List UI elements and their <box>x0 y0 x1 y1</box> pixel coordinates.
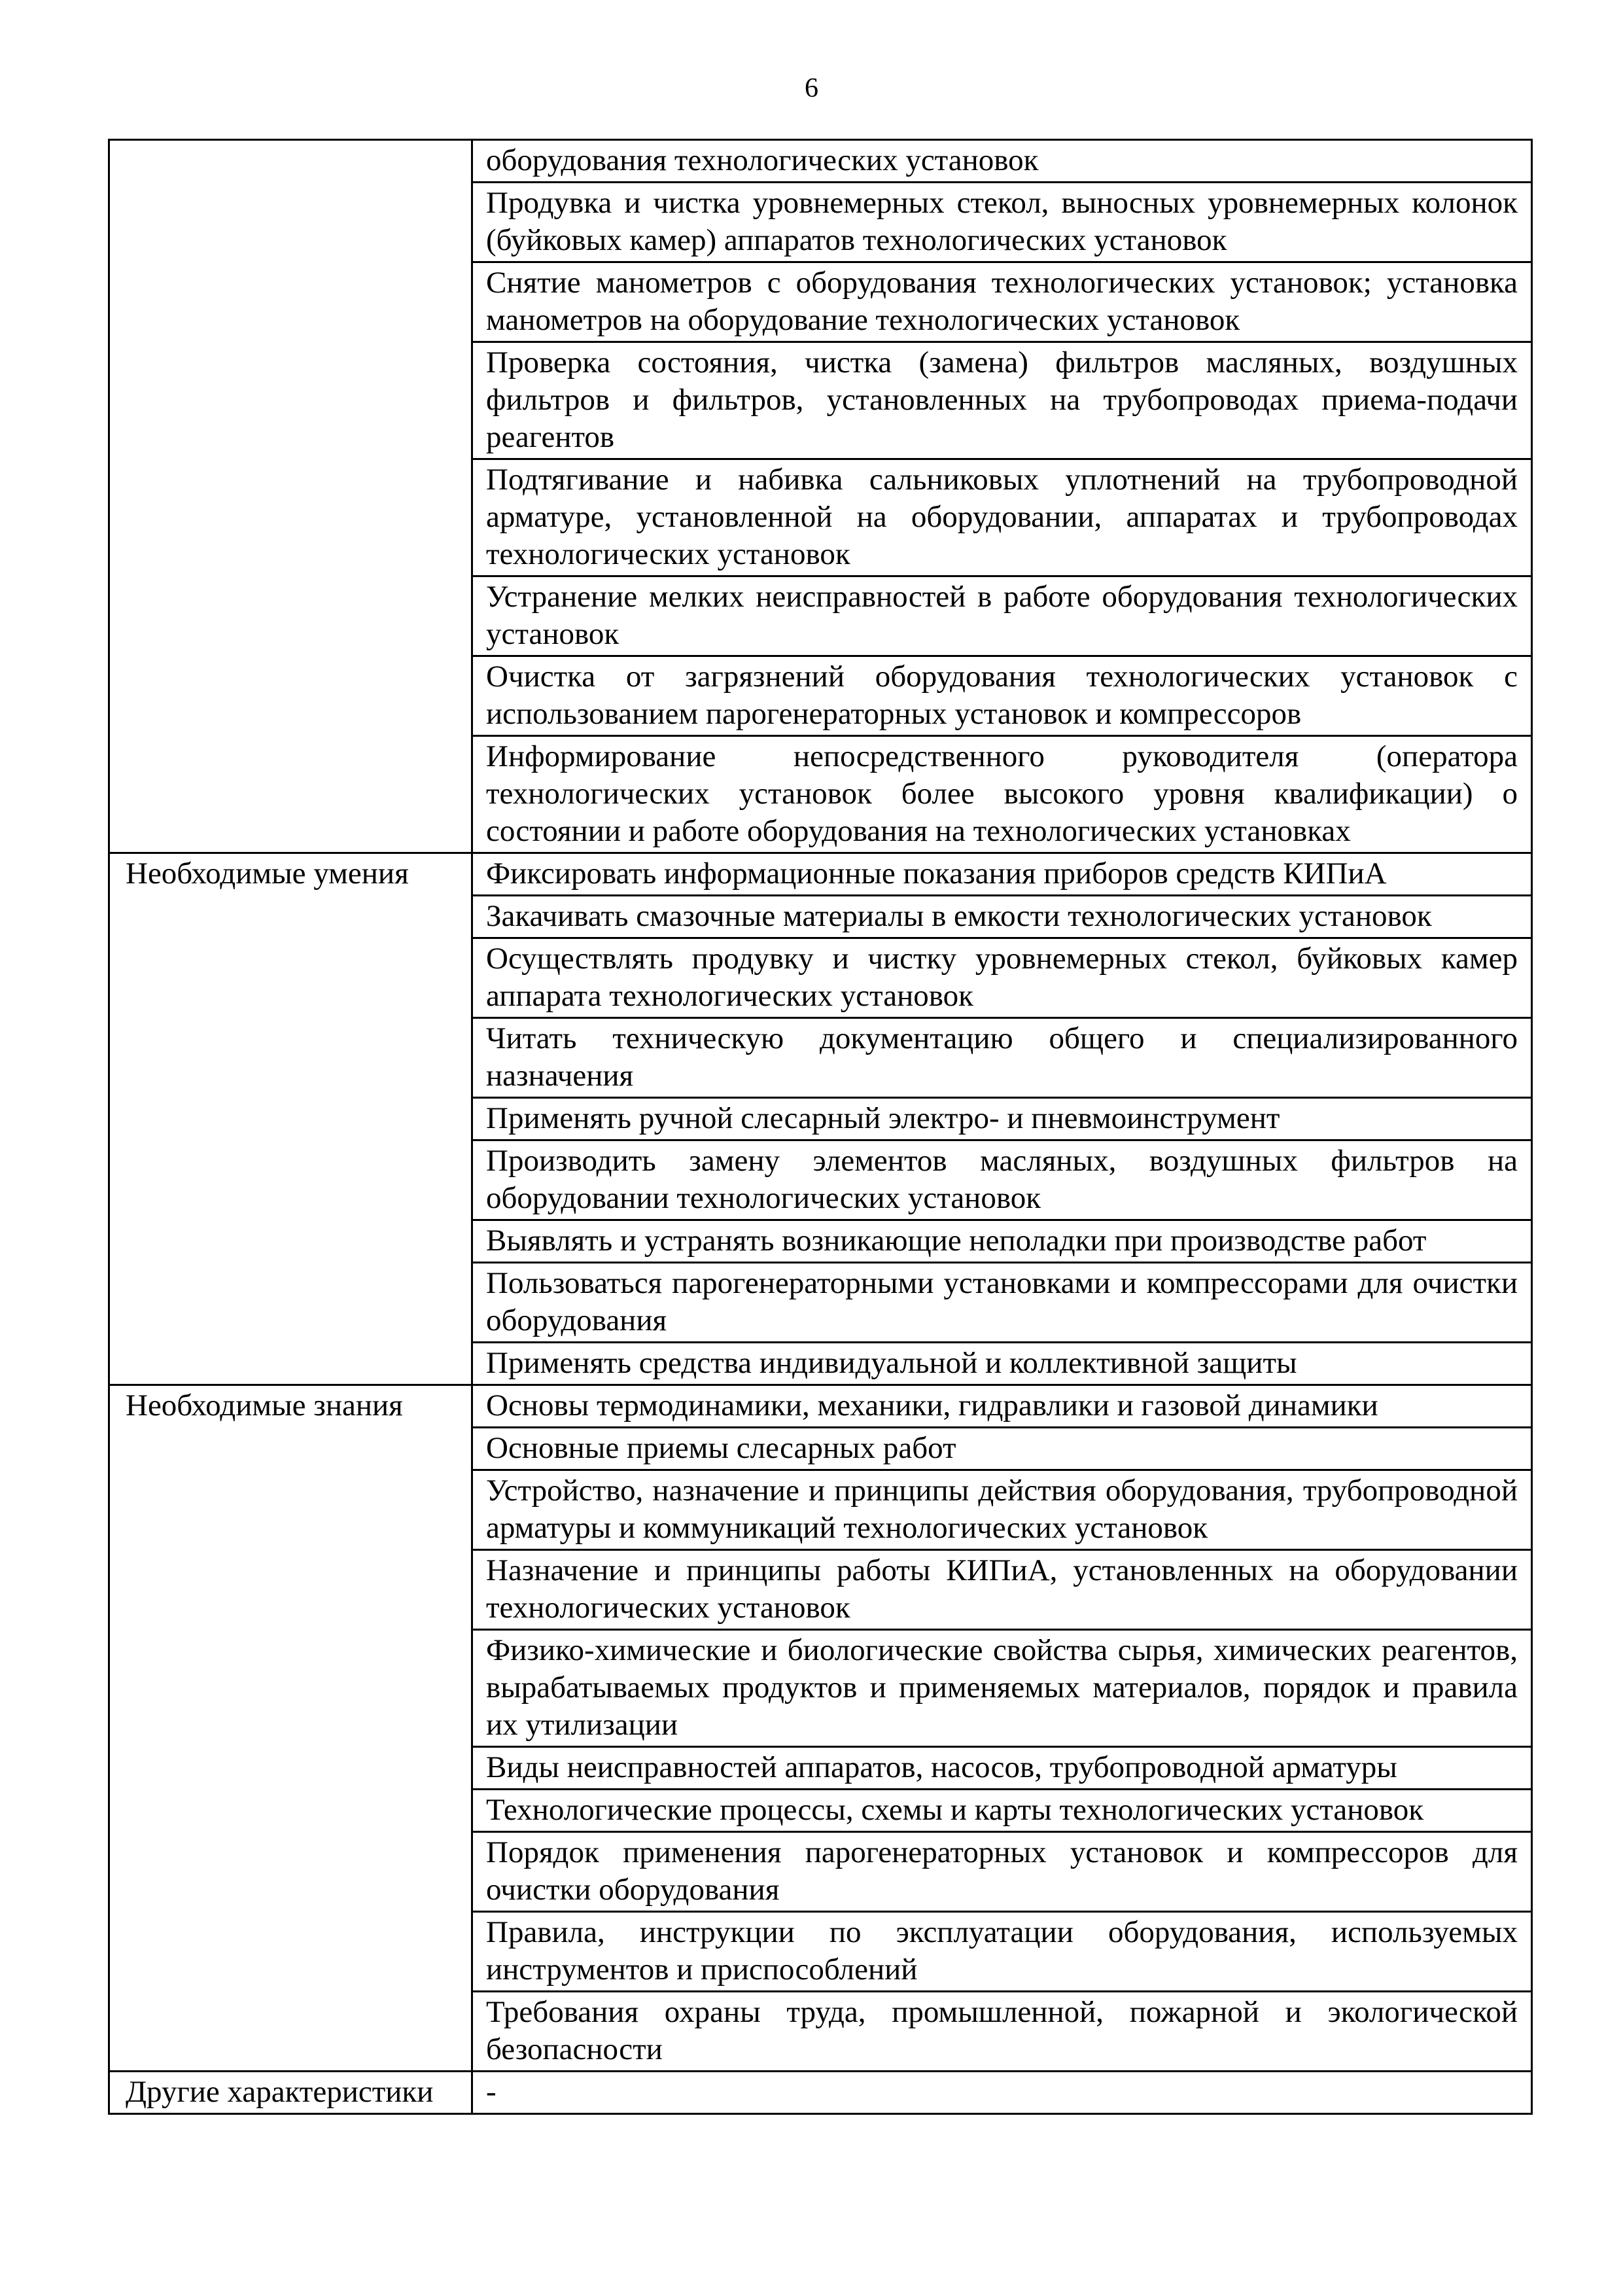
section-item: Пользоваться парогенераторными установками и компрессорами для очистки оборудования <box>472 1263 1532 1343</box>
section-item: Устранение мелких неисправностей в работе оборудования технологических установок <box>472 576 1532 656</box>
section-item: Применять ручной слесарный электро- и пневмоинструмент <box>472 1098 1532 1140</box>
section-item: Проверка состояния, чистка (замена) фильтров масляных, воздушных фильтров и фильтров, установленных на трубопроводах приема-подачи реагентов <box>472 342 1532 459</box>
competency-table <box>108 139 1533 2115</box>
section-item: оборудования технологических установок <box>472 140 1532 183</box>
section-item: Выявлять и устранять возникающие неполадки при производстве работ <box>472 1220 1532 1263</box>
section-item: Читать техническую документацию общего и специализированного назначения <box>472 1018 1532 1098</box>
section-item: Устройство, назначение и принципы действия оборудования, трубопроводной арматуры и коммуникаций технологических установок <box>472 1470 1532 1550</box>
section-item: Продувка и чистка уровнемерных стекол, выносных уровнемерных колонок (буйковых камер) аппаратов технологических установок <box>472 183 1532 262</box>
section-label: Другие характеристики <box>109 2072 472 2114</box>
section-item: Подтягивание и набивка сальниковых уплотнений на трубопроводной арматуре, установленной на оборудовании, аппаратах и трубопроводах технологических установок <box>472 459 1532 576</box>
section-item: Основные приемы слесарных работ <box>472 1428 1532 1470</box>
table-row <box>109 140 1532 183</box>
section-item: Назначение и принципы работы КИПиА, установленных на оборудовании технологических установок <box>472 1550 1532 1630</box>
section-item: Закачивать смазочные материалы в емкости технологических установок <box>472 896 1532 938</box>
section-item: - <box>472 2072 1532 2114</box>
table-row <box>109 2072 1532 2114</box>
table-row <box>109 1385 1532 1428</box>
section-item: Правила, инструкции по эксплуатации оборудования, используемых инструментов и приспособлений <box>472 1912 1532 1992</box>
section-item: Снятие манометров с оборудования технологических установок; установка манометров на оборудование технологических установок <box>472 262 1532 342</box>
competency-table-body <box>109 140 1532 2114</box>
table-row <box>109 853 1532 896</box>
section-item: Очистка от загрязнений оборудования технологических установок с использованием парогенераторных установок и компрессоров <box>472 656 1532 736</box>
section-item: Осуществлять продувку и чистку уровнемерных стекол, буйковых камер аппарата технологических установок <box>472 938 1532 1018</box>
section-item: Основы термодинамики, механики, гидравлики и газовой динамики <box>472 1385 1532 1428</box>
section-item: Физико-химические и биологические свойства сырья, химических реагентов, вырабатываемых продуктов и применяемых материалов, порядок и правила их утилизации <box>472 1630 1532 1747</box>
section-label <box>109 140 472 853</box>
section-item: Виды неисправностей аппаратов, насосов, трубопроводной арматуры <box>472 1747 1532 1790</box>
section-item: Технологические процессы, схемы и карты технологических установок <box>472 1790 1532 1832</box>
page-number: 6 <box>805 73 818 103</box>
section-item: Применять средства индивидуальной и коллективной защиты <box>472 1343 1532 1385</box>
section-item: Фиксировать информационные показания приборов средств КИПиА <box>472 853 1532 896</box>
section-item: Порядок применения парогенераторных установок и компрессоров для очистки оборудования <box>472 1832 1532 1912</box>
section-label: Необходимые знания <box>109 1385 472 2072</box>
section-item: Производить замену элементов масляных, воздушных фильтров на оборудовании технологических установок <box>472 1140 1532 1220</box>
section-item: Требования охраны труда, промышленной, пожарной и экологической безопасности <box>472 1992 1532 2072</box>
section-label: Необходимые умения <box>109 853 472 1385</box>
section-item: Информирование непосредственного руководителя (оператора технологических установок более высокого уровня квалификации) о состоянии и работе оборудования на технологических установках <box>472 736 1532 853</box>
